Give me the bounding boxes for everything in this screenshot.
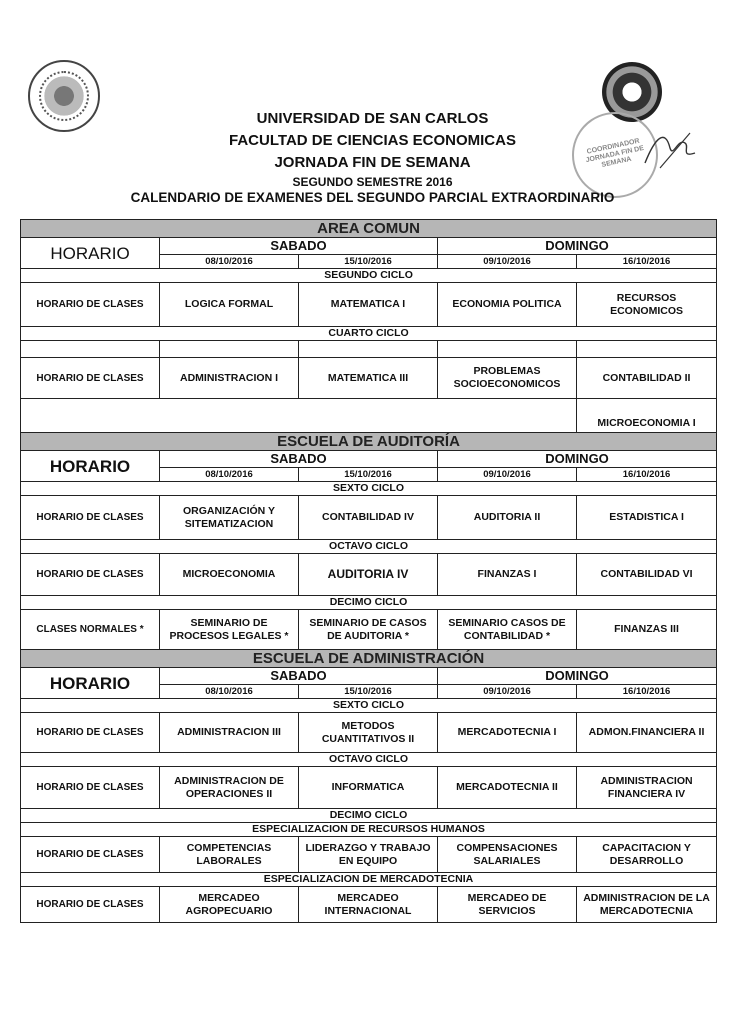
exam-cell: MATEMATICA I (299, 283, 438, 327)
domingo-header: DOMINGO (438, 668, 717, 685)
row-label: HORARIO DE CLASES (21, 554, 160, 596)
exam-cell: ADMINISTRACION I (160, 358, 299, 399)
exam-cell: SEMINARIO DE PROCESOS LEGALES * (160, 610, 299, 650)
exam-cell: LOGICA FORMAL (160, 283, 299, 327)
sabado-header: SABADO (160, 238, 438, 255)
horario-header: HORARIO (21, 668, 160, 699)
date-cell: 08/10/2016 (160, 254, 299, 268)
exam-cell: CONTABILIDAD IV (299, 496, 438, 540)
exam-cell: ORGANIZACIÓN Y SITEMATIZACION (160, 496, 299, 540)
exam-cell: SEMINARIO CASOS DE CONTABILIDAD * (438, 610, 577, 650)
faculty-name: FACULTAD DE CIENCIAS ECONOMICAS (229, 132, 516, 149)
exam-calendar-table (20, 219, 717, 923)
domingo-header: DOMINGO (438, 451, 717, 468)
document-header (0, 108, 745, 206)
cycle-title: SEGUNDO CICLO (21, 269, 717, 283)
exam-cell: INFORMATICA (299, 767, 438, 809)
exam-cell: MERCADOTECNIA I (438, 713, 577, 753)
date-cell: 09/10/2016 (438, 684, 577, 698)
exam-cell: MICROECONOMIA (160, 554, 299, 596)
date-cell: 16/10/2016 (577, 684, 717, 698)
exam-cell: LIDERAZGO Y TRABAJO EN EQUIPO (299, 837, 438, 873)
date-cell: 15/10/2016 (299, 467, 438, 481)
date-cell: 09/10/2016 (438, 254, 577, 268)
row-label: HORARIO DE CLASES (21, 283, 160, 327)
exam-cell: CONTABILIDAD II (577, 358, 717, 399)
exam-cell: MERCADEO AGROPECUARIO (160, 887, 299, 923)
row-label: HORARIO DE CLASES (21, 767, 160, 809)
date-cell: 08/10/2016 (160, 467, 299, 481)
exam-cell: SEMINARIO DE CASOS DE AUDITORIA * (299, 610, 438, 650)
row-label: HORARIO DE CLASES (21, 713, 160, 753)
exam-cell: COMPETENCIAS LABORALES (160, 837, 299, 873)
cycle-title: CUARTO CICLO (21, 327, 717, 341)
exam-cell: FINANZAS III (577, 610, 717, 650)
exam-cell: CAPACITACION Y DESARROLLO (577, 837, 717, 873)
semester: SEGUNDO SEMESTRE 2016 (292, 175, 453, 189)
exam-cell: COMPENSACIONES SALARIALES (438, 837, 577, 873)
cycle-title: OCTAVO CICLO (21, 753, 717, 767)
exam-cell: MICROECONOMIA I (577, 399, 717, 433)
sabado-header: SABADO (160, 451, 438, 468)
exam-cell: ADMINISTRACION DE OPERACIONES II (160, 767, 299, 809)
specialization-title: ESPECIALIZACION DE RECURSOS HUMANOS (21, 823, 717, 837)
exam-cell: METODOS CUANTITATIVOS II (299, 713, 438, 753)
cycle-title: DECIMO CICLO (21, 809, 717, 823)
university-name: UNIVERSIDAD DE SAN CARLOS (256, 110, 489, 127)
exam-cell: FINANZAS I (438, 554, 577, 596)
row-label: HORARIO DE CLASES (21, 887, 160, 923)
exam-cell: MERCADEO DE SERVICIOS (438, 887, 577, 923)
section-band (21, 220, 717, 238)
exam-cell: ECONOMIA POLITICA (438, 283, 577, 327)
cycle-title: SEXTO CICLO (21, 699, 717, 713)
exam-cell: ESTADISTICA I (577, 496, 717, 540)
empty-cell (21, 341, 160, 358)
exam-cell: MERCADOTECNIA II (438, 767, 577, 809)
section-title: AREA COMUN (21, 220, 717, 238)
sabado-header: SABADO (160, 668, 438, 685)
cycle-title: DECIMO CICLO (21, 596, 717, 610)
date-cell: 08/10/2016 (160, 684, 299, 698)
row-label: HORARIO DE CLASES (21, 358, 160, 399)
exam-cell: PROBLEMAS SOCIOECONOMICOS (438, 358, 577, 399)
horario-header: HORARIO (21, 238, 160, 269)
cycle-title: SEXTO CICLO (21, 482, 717, 496)
exam-cell: ADMON.FINANCIERA II (577, 713, 717, 753)
coordinator-stamp: COORDINADOR JORNADA FIN DE SEMANA (564, 104, 666, 206)
empty-cell (21, 399, 577, 433)
row-label: HORARIO DE CLASES (21, 496, 160, 540)
exam-cell: RECURSOS ECONOMICOS (577, 283, 717, 327)
exam-cell: ADMINISTRACION FINANCIERA IV (577, 767, 717, 809)
date-cell: 15/10/2016 (299, 254, 438, 268)
exam-cell: AUDITORIA II (438, 496, 577, 540)
exam-cell: ADMINISTRACION DE LA MERCADOTECNIA (577, 887, 717, 923)
cycle-title: OCTAVO CICLO (21, 540, 717, 554)
date-cell: 16/10/2016 (577, 254, 717, 268)
exam-cell: MATEMATICA III (299, 358, 438, 399)
exam-cell: ADMINISTRACION III (160, 713, 299, 753)
row-label: CLASES NORMALES * (21, 610, 160, 650)
domingo-header: DOMINGO (438, 238, 717, 255)
date-cell: 16/10/2016 (577, 467, 717, 481)
date-cell: 09/10/2016 (438, 467, 577, 481)
jornada-name: JORNADA FIN DE SEMANA (274, 154, 471, 171)
horario-header: HORARIO (21, 451, 160, 482)
exam-cell: MERCADEO INTERNACIONAL (299, 887, 438, 923)
date-cell: 15/10/2016 (299, 684, 438, 698)
specialization-title: ESPECIALIZACION DE MERCADOTECNIA (21, 873, 717, 887)
section-title: ESCUELA DE AUDITORÍA (21, 433, 717, 451)
exam-cell: AUDITORIA IV (299, 554, 438, 596)
calendar-title: CALENDARIO DE EXAMENES DEL SEGUNDO PARCIAL EXTRAORDINARIO (130, 190, 615, 205)
exam-cell: CONTABILIDAD VI (577, 554, 717, 596)
row-label: HORARIO DE CLASES (21, 837, 160, 873)
section-title: ESCUELA DE ADMINISTRACIÓN (21, 650, 717, 668)
